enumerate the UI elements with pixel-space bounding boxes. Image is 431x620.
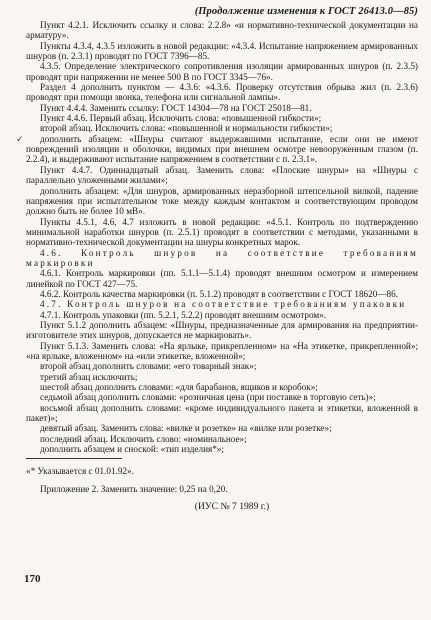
page-number: 170	[24, 573, 41, 585]
section-heading: 4.6. Контроль шнуров на соответствие требованиям маркировки	[26, 247, 418, 268]
paragraph: Пункт 4.2.1. Исключить ссылку и слова: 2.2.8» «и нормативно-технической документации на арматуру».	[26, 20, 418, 41]
section-heading: 4.7. Контроль шнуров на соответствие требованиям упаковки	[40, 299, 407, 310]
paragraph: Пункт 4.4.6. Первый абзац. Исключить слова: «повышенной гибкости»;	[40, 113, 322, 124]
margin-mark: ✓	[16, 134, 24, 144]
document-body	[26, 20, 418, 513]
footnote-divider	[26, 458, 122, 459]
ius-reference: (ИУС № 7 1989 г.)	[194, 501, 270, 513]
appendix-note: Приложение 2. Заменить значение: 0,25 на 0,20.	[40, 484, 228, 495]
paragraph: Пункт 4.4.7. Одиннадцатый абзац. Заменить слова: «Плоские шнуры» на «Шнуры с параллельно уложенными жилами»;	[26, 164, 418, 186]
paragraph: восьмой абзац дополнить словами: «кроме индивидуального пакета и этикетки, вложенной в пакет)»;	[26, 402, 418, 424]
paragraph: 4.3.5. Определение электрического сопротивления изоляции армированных шнуров (п. 2.3.5) проводят при напряжении не менее 500 В по ГОСТ 3345—76».	[26, 61, 418, 82]
paragraph: дополнить абзацем и сноской: «тип изделия*»;	[40, 444, 224, 455]
paragraph: Раздел 4 дополнить пунктом — 4.3.6: «4.3.6. Проверку отсутствия обрыва жил (п. 2.3.6) проводят при помощи звонка, телефона или сигнальной лампы».	[26, 82, 418, 103]
paragraph: Пункт 4.4.4. Заменить ссылку: ГОСТ 14304—78 на ГОСТ 25018—81.	[40, 102, 312, 113]
continuation-header: (Продолжение изменения к ГОСТ 26413.0—85)	[194, 6, 418, 17]
footnote: «* Указывается с 01.01.92».	[26, 466, 134, 477]
paragraph: второй абзац дополнить словами: «его товарный знак»;	[40, 361, 257, 372]
paragraph: 4.6.1. Контроль маркировки (пп. 5.1.1—5.1.4) проводят внешним осмотром и измерением линейкой по ГОСТ 427—75.	[26, 268, 418, 289]
paragraph: 4.7.1. Контроль упаковки (пп. 5.2.1, 5.2.2) проводят внешним осмотром».	[40, 309, 327, 320]
paragraph: Пункты 4.3.4, 4.3.5 изложить в новой редакции: «4.3.4. Испытание напряжением армированных шнуров (п. 2.3.1) проводят по ГОСТ 7396—85.	[26, 40, 418, 62]
paragraph: последний абзац. Исключить слово: «номинальное»;	[40, 433, 247, 444]
paragraph: третий абзац исключить;	[40, 371, 138, 382]
paragraph: Пункт 5.1.2 дополнить абзацем: «Шнуры, предназначенные для армирования на предприятии-изготовителе этих шнуров, допускается не маркировать».	[26, 319, 418, 341]
paragraph: 4.6.2. Контроль качества маркировки (п. 5.1.2) проводят в соответствии с ГОСТ 18620—86.	[40, 288, 399, 299]
paragraph: седьмой абзац дополнить словами: «розничная цена (при поставке в торговую сеть)»;	[40, 392, 376, 403]
paragraph: Пункт 5.1.3. Заменить слова: «На ярлыке, прикрепленном» на «На этикетке, прикрепленной»; «на ярлыке, вложенном» на «или этикетке, вложенной»;	[26, 340, 418, 361]
paragraph: дополнить абзацем: «Шнуры считают выдержавшими испытание, если они не имеют повреждений изоляции и оболочки, видимых при внешнем осмотре невооруженным глазом (п. 2.2.4), и выдерживают испытание напряжением в соответствии с п. 2.3.1».	[26, 133, 418, 165]
paragraph: девятый абзац. Заменить слова: «вилке и розетке» на «вилке или розетке»;	[40, 423, 332, 434]
paragraph: Пункты 4.5.1, 4.6, 4.7 изложить в новой редакции: «4.5.1. Контроль по подтверждению минимальной наработки шнуров (п. 2.5.1) проводят в соответствии с методами, указанными в нормативно-технической документации на шнуры конкретных марок.	[26, 216, 418, 248]
paragraph: дополнить абзацем: «Для шнуров, армированных неразборной штепсельной вилкой, падение напряжения при испытательном токе между каждым контактом и соответствующим проводом должно быть не более 10 мВ».	[26, 185, 418, 217]
paragraph: шестой абзац дополнить словами: «для барабанов, ящиков и коробок»;	[40, 382, 318, 393]
paragraph: второй абзац. Исключить слова: «повышенной и нормальности гибкости»;	[40, 123, 333, 134]
